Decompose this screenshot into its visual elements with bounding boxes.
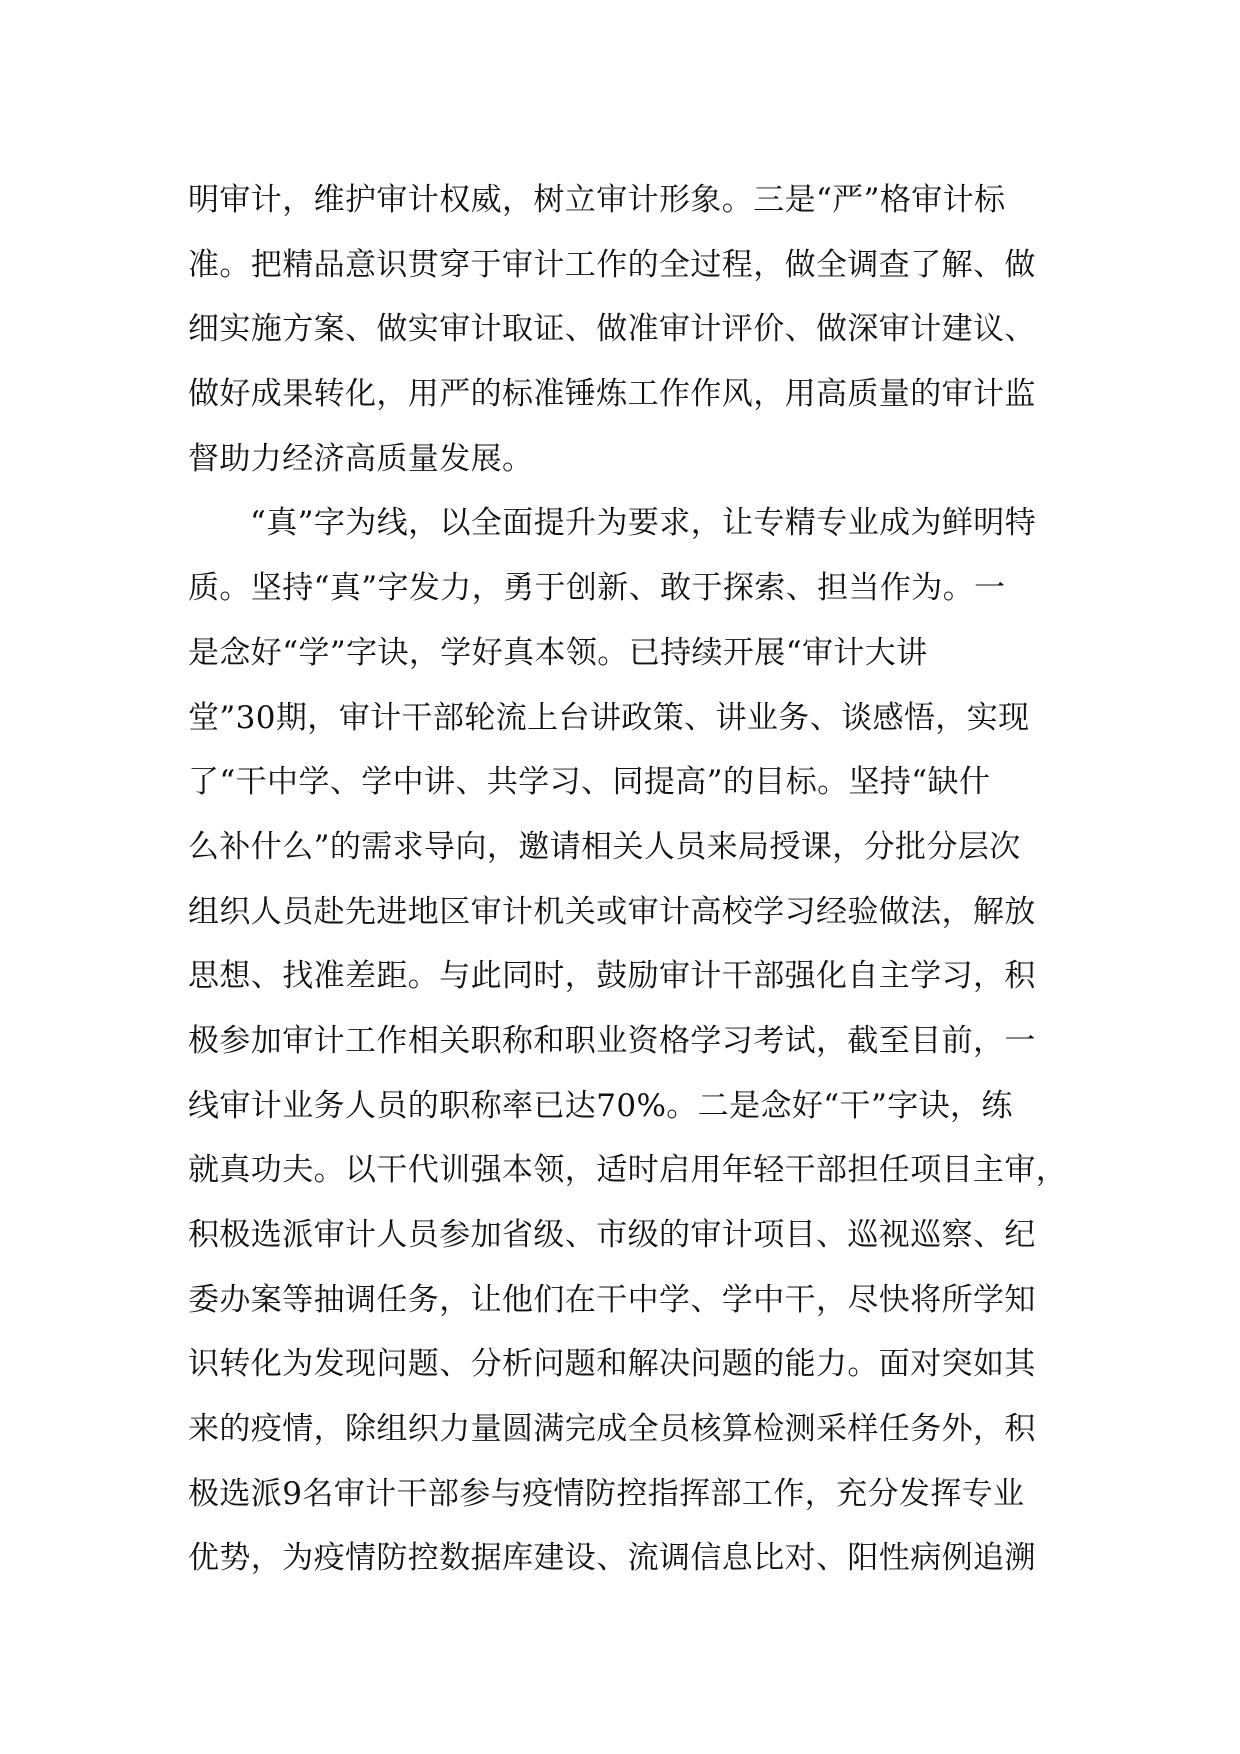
text-line: 思想、找准差距。与此同时，鼓励审计干部强化自主学习，积 [188, 958, 1036, 995]
body-text [188, 168, 1088, 1591]
paragraph-first-line: “真”字为线，以全面提升为要求，让专精专业成为鲜明特 [250, 505, 1037, 542]
text-line: 质。坚持“真”字发力，勇于创新、敢于探索、担当作为。一 [188, 570, 1006, 607]
text-line: 明审计，维护审计权威，树立审计形象。三是“严”格审计标 [188, 182, 1006, 218]
text-line: 了“干中学、学中讲、共学习、同提高”的目标。坚持“缺什 [188, 764, 991, 801]
text-line: 就真功夫。以干代训强本领，适时启用年轻干部担任项目主审， [188, 1152, 1068, 1189]
text-line: 组织人员赴先进地区审计机关或审计高校学习经验做法，解放 [188, 893, 1036, 930]
text-line: 堂”30期，审计干部轮流上台讲政策、讲业务、谈感悟，实现 [188, 699, 1030, 736]
text-line: 细实施方案、做实审计取证、做准审计评价、做深审计建议、 [188, 311, 1036, 348]
text-line: 极参加审计工作相关职称和职业资格学习考试，截至目前，一 [188, 1022, 1036, 1059]
text-line: 识转化为发现问题、分析问题和解决问题的能力。面对突如其 [188, 1346, 1036, 1383]
text-line: 委办案等抽调任务，让他们在干中学、学中干，尽快将所学知 [188, 1281, 1036, 1318]
text-line: 准。把精品意识贯穿于审计工作的全过程，做全调查了解、做 [188, 246, 1036, 283]
text-line: 优势，为疫情防控数据库建设、流调信息比对、阳性病例追溯 [188, 1540, 1036, 1577]
text-line: 线审计业务人员的职称率已达70%。二是念好“干”字诀，练 [188, 1087, 1013, 1124]
text-line: 督助力经济高质量发展。 [188, 440, 534, 477]
text-line: 么补什么”的需求导向，邀请相关人员来局授课，分批分层次 [188, 828, 1021, 865]
text-line: 做好成果转化，用严的标准锤炼工作作风，用高质量的审计监 [188, 376, 1036, 413]
text-line: 来的疫情，除组织力量圆满完成全员核算检测采样任务外，积 [188, 1411, 1036, 1448]
text-line: 是念好“学”字诀，学好真本领。已持续开展“审计大讲 [188, 634, 928, 671]
text-line: 极选派9名审计干部参与疫情防控指挥部工作，充分发挥专业 [188, 1475, 1025, 1512]
text-line: 积极选派审计人员参加省级、市级的审计项目、巡视巡察、纪 [188, 1217, 1036, 1253]
